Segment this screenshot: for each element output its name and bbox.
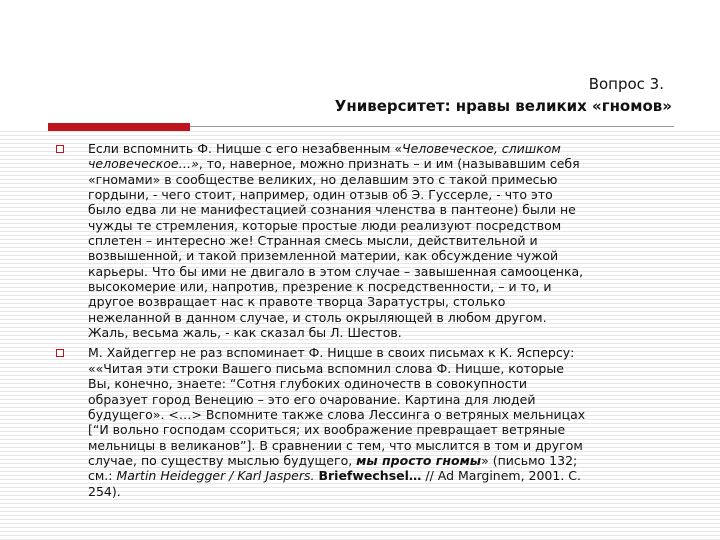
text-line (88, 484, 668, 499)
text-run: случае, по существу мыслью будущего, (88, 452, 357, 468)
text-run: М. Хайдеггер не раз вспоминает Ф. Ницше в своих письмах к К. Ясперсу: (88, 345, 575, 361)
text-run: человеческое…» (88, 156, 199, 172)
slide-title (335, 74, 672, 118)
title-divider-line (190, 126, 674, 127)
text-line (88, 202, 668, 217)
slide-heading: Университет: нравы великих «гномов» (334, 97, 672, 115)
text-line (88, 141, 668, 156)
text-line (88, 361, 668, 376)
text-run: Если вспомнить Ф. Ницше с его незабвенным « (88, 141, 403, 156)
text-run: Briefwechsel… (318, 468, 422, 484)
text-run: карьеры. Что бы ими не двигало в этом случае – завышенная самооценка, (88, 263, 584, 279)
text-run: сплетен – интересно же! Странная смесь мысли, действительной и (88, 233, 538, 249)
bullet-paragraph-1 (56, 141, 668, 340)
text-run: 254). (88, 483, 121, 499)
text-run: Жаль, весьма жаль, - как сказал бы Л. Шестов. (88, 325, 402, 341)
text-line (88, 218, 668, 233)
text-line (88, 453, 668, 468)
text-run: высокомерие или, напротив, презрение к посредственности, – и то, и (88, 279, 552, 295)
text-line (88, 438, 668, 453)
text-line (88, 279, 668, 294)
title-accent-bar (48, 123, 190, 131)
text-line (88, 345, 668, 360)
text-run: Вы, конечно, знаете: “Сотня глубоких одиночеств в совокупности (88, 376, 527, 392)
text-line (88, 294, 668, 309)
text-run: другое возвращает нас к правоте творца Заратустры, столько (88, 294, 506, 310)
text-run: мельницы в великанов”]. В сравнении с тем, что мыслится в том и другом (88, 437, 583, 453)
text-run: [“И вольно господам ссориться; их воображение превращает ветряные (88, 422, 566, 438)
text-line (88, 187, 668, 202)
text-run: будущего». <…> Вспомните также слова Лессинга о ветряных мельницах (88, 406, 586, 422)
text-run: Человеческое, слишком (402, 141, 561, 156)
bullet-square-icon (56, 145, 64, 153)
text-line (88, 407, 668, 422)
text-line (88, 310, 668, 325)
text-run: см.: (88, 468, 117, 484)
text-run: возвышенной, и такой приземленной материи, как обсуждение чужой (88, 248, 559, 264)
text-line (88, 233, 668, 248)
text-run: «гномами» в сообществе великих, но делавшим это с такой примесью (88, 171, 558, 187)
text-line (88, 264, 668, 279)
text-run: , то, наверное, можно признать – и им (называвшим себя (198, 156, 580, 172)
text-line (88, 376, 668, 391)
text-line (88, 172, 668, 187)
text-run: // Ad Marginem, 2001. С. (421, 468, 581, 484)
text-run: » (письмо 132; (481, 452, 578, 468)
text-line (88, 468, 668, 483)
text-line (88, 392, 668, 407)
text-run: нежеланной в данном случае, и столь окрыляющей в любом другом. (88, 309, 547, 325)
text-run: было едва ли не манифестацией сознания членства в пантеоне) были не (88, 202, 576, 218)
text-run: гордыни, - чего стоит, например, один отзыв об Э. Гуссерле, - что это (88, 187, 553, 203)
question-number: Вопрос 3. (588, 75, 664, 93)
text-line (88, 156, 668, 171)
text-run: чужды те стремления, которые простые люди реализуют посредством (88, 217, 562, 233)
text-line (88, 248, 668, 263)
slide-body (56, 141, 668, 499)
text-run: образует город Венецию – это его очарование. Картина для людей (88, 391, 536, 407)
text-run: Martin Heidegger / Karl Jaspers. (116, 468, 315, 484)
text-line (88, 325, 668, 340)
bullet-paragraph-2 (56, 345, 668, 498)
text-run: ««Читая эти строки Вашего письма вспомнил слова Ф. Ницше, которые (88, 360, 564, 376)
bullet-square-icon (56, 349, 64, 357)
text-run: мы просто гномы (356, 452, 482, 468)
text-line (88, 422, 668, 437)
